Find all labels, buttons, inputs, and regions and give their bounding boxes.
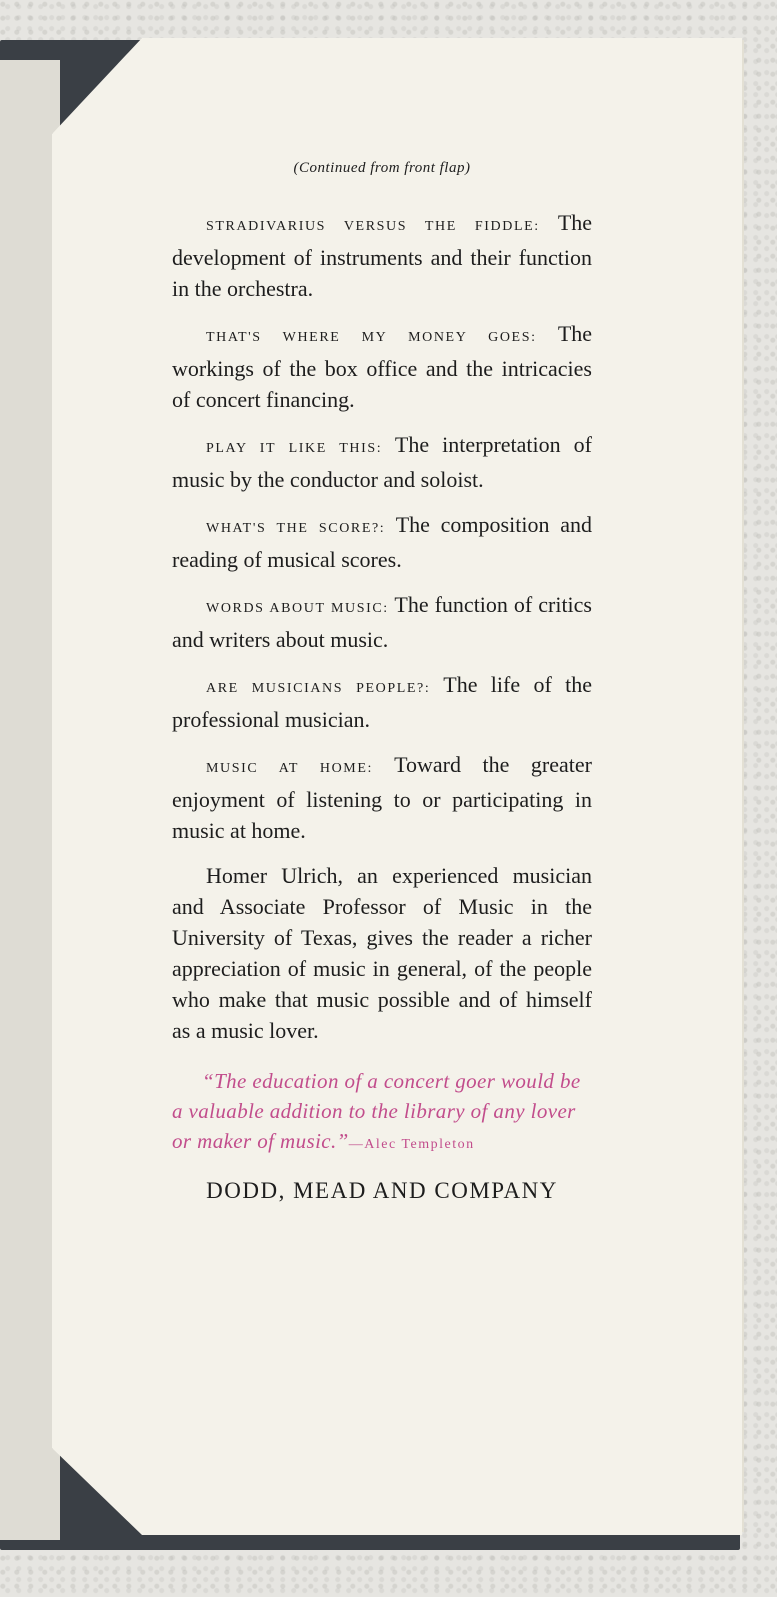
entry-heading: PLAY IT LIKE THIS: (206, 441, 383, 456)
quote-author: —Alec Templeton (348, 1137, 475, 1152)
entry-text: The development of instruments and their function in the orchestra. (172, 210, 593, 301)
continued-note: (Continued from front flap) (293, 160, 471, 176)
review-quote (172, 1066, 592, 1160)
entry-text: The life of the professional musician. (172, 672, 592, 732)
entry-heading: THAT'S WHERE MY MONEY GOES: (206, 330, 537, 345)
flap-content (172, 160, 592, 1204)
entry-stradivarius (172, 207, 592, 304)
quote-text: “The education of a concert goer would be a valuable addition to the library of any lover or maker of music.” (172, 1069, 581, 1153)
entry-text: Toward the greater enjoyment of listening to or participating in music at home. (172, 752, 592, 843)
author-bio: Homer Ulrich, an experienced musician and Associate Professor of Music in the University of Texas, gives the reader a richer appreciation of music in general, of the people who make that music possible and of himself as a music lover. (172, 863, 592, 1043)
entry-home (172, 749, 592, 846)
entry-play (172, 429, 592, 495)
entry-musicians (172, 669, 592, 735)
book-page-edge (0, 60, 60, 1540)
entry-text: The interpretation of music by the conductor and soloist. (172, 432, 592, 492)
entry-words (172, 589, 592, 655)
entry-heading: WHAT'S THE SCORE?: (206, 521, 386, 536)
entry-heading: WORDS ABOUT MUSIC: (206, 601, 389, 616)
entry-money (172, 318, 592, 415)
entry-text: The composition and reading of musical scores. (172, 512, 592, 572)
entry-text: The workings of the box office and the intricacies of concert financing. (172, 321, 593, 412)
publisher-name: DODD, MEAD AND COMPANY (206, 1178, 558, 1203)
entry-heading: ARE MUSICIANS PEOPLE?: (206, 681, 431, 696)
entry-score (172, 509, 592, 575)
entry-heading: MUSIC AT HOME: (206, 761, 373, 776)
entry-heading: STRADIVARIUS VERSUS THE FIDDLE: (206, 219, 540, 234)
entry-text: The function of critics and writers about music. (172, 592, 592, 652)
